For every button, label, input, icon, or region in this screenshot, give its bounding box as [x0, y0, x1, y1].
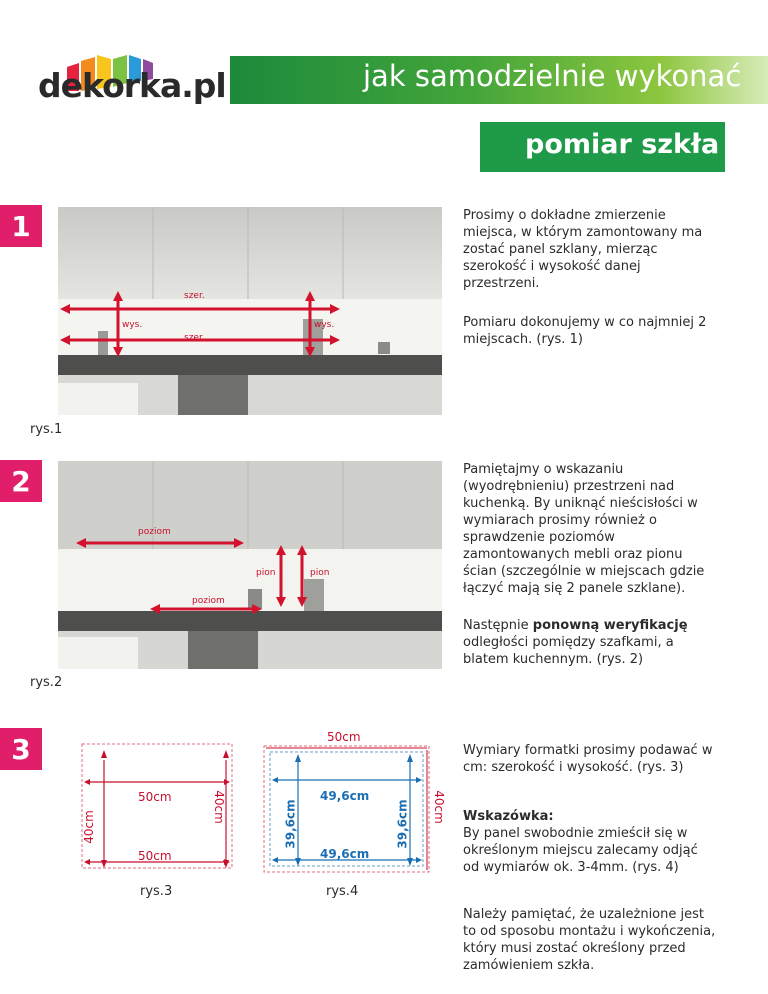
label-plumb-right: pion [310, 568, 330, 578]
caption-rys-1: rys.1 [30, 422, 63, 437]
fig4-inner-right: 39,6cm [395, 799, 410, 849]
caption-rys-4: rys.4 [326, 884, 359, 899]
kitchen-photo-1 [58, 207, 442, 415]
note-text: Należy pamiętać, że uzależnione jest to od sposobu montażu i wykończenia, który musi zostać określony przed zamówieniem szkła. [463, 907, 716, 973]
title-banner [230, 56, 768, 104]
step-1-badge: 1 [0, 205, 42, 247]
fig3-label-right: 40cm [211, 790, 226, 824]
fig3-label-top: 50cm [138, 790, 172, 804]
label-height-right: wys. [314, 320, 335, 330]
fig3-label-left: 40cm [81, 810, 96, 844]
label-level-top: poziom [138, 527, 171, 537]
step-1-text-2: Pomiaru dokonujemy w co najmniej 2 miejscach. (rys. 1) [463, 315, 707, 347]
label-height-left: wys. [122, 320, 143, 330]
subtitle-banner [480, 122, 725, 172]
page-title: jak samodzielnie wykonać [363, 59, 742, 93]
step-3-text: Wymiary formatki prosimy podawać w cm: szerokość i wysokość. (rys. 3) [463, 743, 713, 775]
fig3-label-bottom: 50cm [138, 849, 172, 863]
label-width-bottom: szer. [184, 333, 205, 343]
fig4-inner-left: 39,6cm [283, 799, 298, 849]
fig4-inner-bottom: 49,6cm [320, 847, 370, 861]
step-2-badge: 2 [0, 460, 42, 502]
tip-title: Wskazówka: [463, 809, 554, 824]
logo-text: dekorka.pl [38, 66, 226, 105]
emphasis-verification: ponowną weryfikację [532, 618, 688, 633]
caption-rys-3: rys.3 [140, 884, 173, 899]
kitchen-photo-2 [58, 461, 442, 669]
page-subtitle: pomiar szkła [525, 129, 720, 160]
tip-text: By panel swobodnie zmieścił się w określonym miejscu zalecamy odjąć od wymiarów ok. 3-4mm. (rys. 4) [463, 826, 698, 875]
fig4-outer-right: 40cm [431, 790, 446, 824]
step-2-text-2: Następnie ponowną weryfikację odległości pomiędzy szafkami, a blatem kuchennym. (rys. 2) [463, 618, 688, 667]
label-plumb-left: pion [256, 568, 276, 578]
caption-rys-2: rys.2 [30, 675, 63, 690]
fig4-inner-top: 49,6cm [320, 789, 370, 803]
step-3-badge: 3 [0, 728, 42, 770]
step-2-text: Pamiętajmy o wskazaniu (wyodrębnieniu) przestrzeni nad kuchenką. By uniknąć nieścisłości w wymiarach prosimy również o sprawdzenie poziomów zamontowanych mebli oraz pionu ścian (szczególnie w miejscach gdzie łączyć mają się 2 panele szklane). [463, 462, 705, 596]
label-level-bottom: poziom [192, 596, 225, 606]
step-1-text: Prosimy o dokładne zmierzenie miejsca, w którym zamontowany ma zostać panel szklany, mierząc szerokość i wysokość danej przestrzeni. [463, 208, 703, 291]
label-width-top: szer. [184, 291, 205, 301]
fig4-outer-top: 50cm [327, 730, 361, 744]
